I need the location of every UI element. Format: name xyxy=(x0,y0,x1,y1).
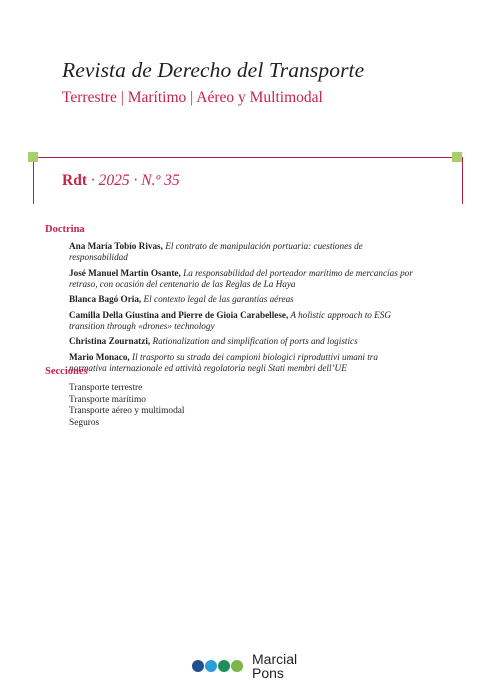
toc-item xyxy=(69,268,414,290)
logo-circle xyxy=(205,660,217,672)
toc-item xyxy=(69,310,414,332)
secciones-list xyxy=(69,383,185,429)
toc-author: Blanca Bagó Oria, xyxy=(69,294,142,304)
logo-circles xyxy=(192,660,244,672)
publisher-name xyxy=(252,652,297,680)
toc-work: Rationalization and simplification of ports and logistics xyxy=(150,336,358,346)
journal-subtitle: Terrestre | Marítimo | Aéreo y Multimodal xyxy=(62,89,323,106)
issue-number xyxy=(62,172,180,190)
issue-year-number: · 2025 · N.º 35 xyxy=(86,172,180,189)
toc-work: Il trasporto su strada dei campioni biologici riproduttivi umani tra normativa internazionale ed attività regolatoria negli Stati membri dell’UE xyxy=(69,351,378,373)
list-item: Seguros xyxy=(69,417,100,428)
doctrina-heading: Doctrina xyxy=(45,224,85,235)
toc-item xyxy=(69,294,414,305)
publisher-name-line2: Pons xyxy=(252,665,284,681)
toc-item xyxy=(69,241,414,263)
toc-work: El contexto legal de las garantías aéreas xyxy=(141,294,294,304)
publisher-name-line1: Marcial xyxy=(252,651,298,667)
toc-work: El contrato de manipulación portuaria: cuestiones de responsabilidad xyxy=(69,241,363,262)
secciones-heading: Secciones xyxy=(45,366,88,377)
journal-title: Revista de Derecho del Transporte xyxy=(62,58,365,82)
frame-corner-left xyxy=(28,152,38,162)
doctrina-list xyxy=(69,241,414,378)
toc-author: José Manuel Martín Osante, xyxy=(69,267,181,278)
list-item: Transporte terrestre xyxy=(69,383,143,393)
frame-corner-right xyxy=(452,152,462,162)
toc-item xyxy=(69,336,414,347)
toc-author: Christina Zournatzi, xyxy=(69,336,151,346)
logo-circle xyxy=(192,660,204,672)
toc-author: Camilla Della Giustina and Pierre de Gioia Carabellese, xyxy=(69,309,289,320)
list-item: Transporte marítimo xyxy=(69,394,146,405)
toc-work: La responsabilidad del porteador marítimo de mercancías por retraso, con ocasión del centenario de las Reglas de La Haya xyxy=(69,267,413,289)
publisher-logo xyxy=(192,652,297,680)
toc-author: Mario Monaco, xyxy=(69,351,130,362)
logo-circle xyxy=(218,660,230,672)
list-item: Transporte aéreo y multimodal xyxy=(69,406,185,416)
toc-work: A holistic approach to ESG transition through «drones» technology xyxy=(69,309,391,331)
toc-item xyxy=(69,352,414,374)
logo-circle xyxy=(231,660,243,672)
toc-author: Ana María Tobío Rivas, xyxy=(69,241,163,251)
issue-rdt: Rdt xyxy=(62,172,87,189)
